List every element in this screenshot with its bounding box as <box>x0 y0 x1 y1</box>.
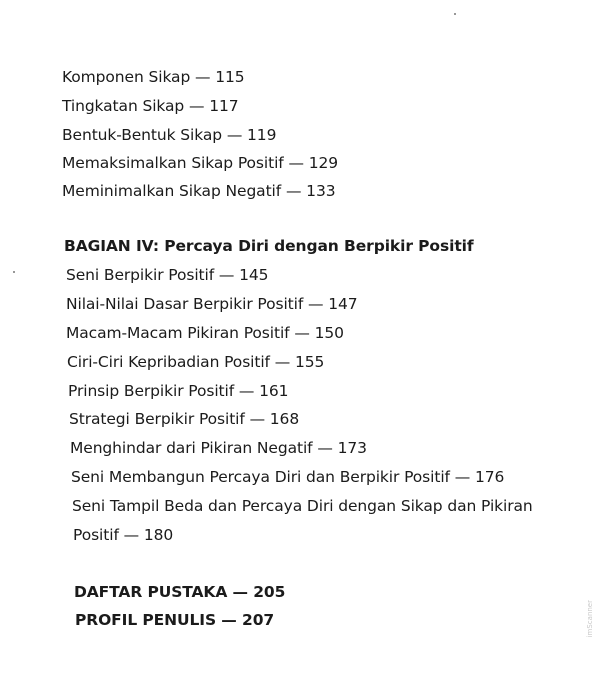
toc-entry: Memaksimalkan Sikap Positif — 129 <box>62 154 338 172</box>
toc-entry: Komponen Sikap — 115 <box>62 68 245 86</box>
toc-entry: Ciri-Ciri Kepribadian Positif — 155 <box>67 353 325 371</box>
toc-entry-continuation: Positif — 180 <box>73 526 174 544</box>
toc-entry: Strategi Berpikir Positif — 168 <box>69 410 300 428</box>
toc-entry: Nilai-Nilai Dasar Berpikir Positif — 147 <box>66 295 358 313</box>
toc-entry: Macam-Macam Pikiran Positif — 150 <box>66 324 344 342</box>
toc-entry: Meminimalkan Sikap Negatif — 133 <box>62 182 336 200</box>
toc-entry: Menghindar dari Pikiran Negatif — 173 <box>70 439 367 457</box>
toc-entry: Seni Membangun Percaya Diri dan Berpikir Positif — 176 <box>71 468 505 486</box>
toc-entry: Seni Berpikir Positif — 145 <box>66 266 269 284</box>
scanner-watermark: imScanner <box>586 600 594 638</box>
back-matter-entry: DAFTAR PUSTAKA — 205 <box>74 583 286 601</box>
back-matter-entry: PROFIL PENULIS — 207 <box>75 611 275 629</box>
part-heading: BAGIAN IV: Percaya Diri dengan Berpikir Positif <box>64 237 474 255</box>
toc-entry: Seni Tampil Beda dan Percaya Diri dengan Sikap dan Pikiran <box>72 497 533 515</box>
scan-speck <box>454 13 456 15</box>
toc-entry: Prinsip Berpikir Positif — 161 <box>68 382 289 400</box>
toc-entry: Tingkatan Sikap — 117 <box>62 97 239 115</box>
toc-entry: Bentuk-Bentuk Sikap — 119 <box>62 126 277 144</box>
scan-speck <box>13 271 15 273</box>
